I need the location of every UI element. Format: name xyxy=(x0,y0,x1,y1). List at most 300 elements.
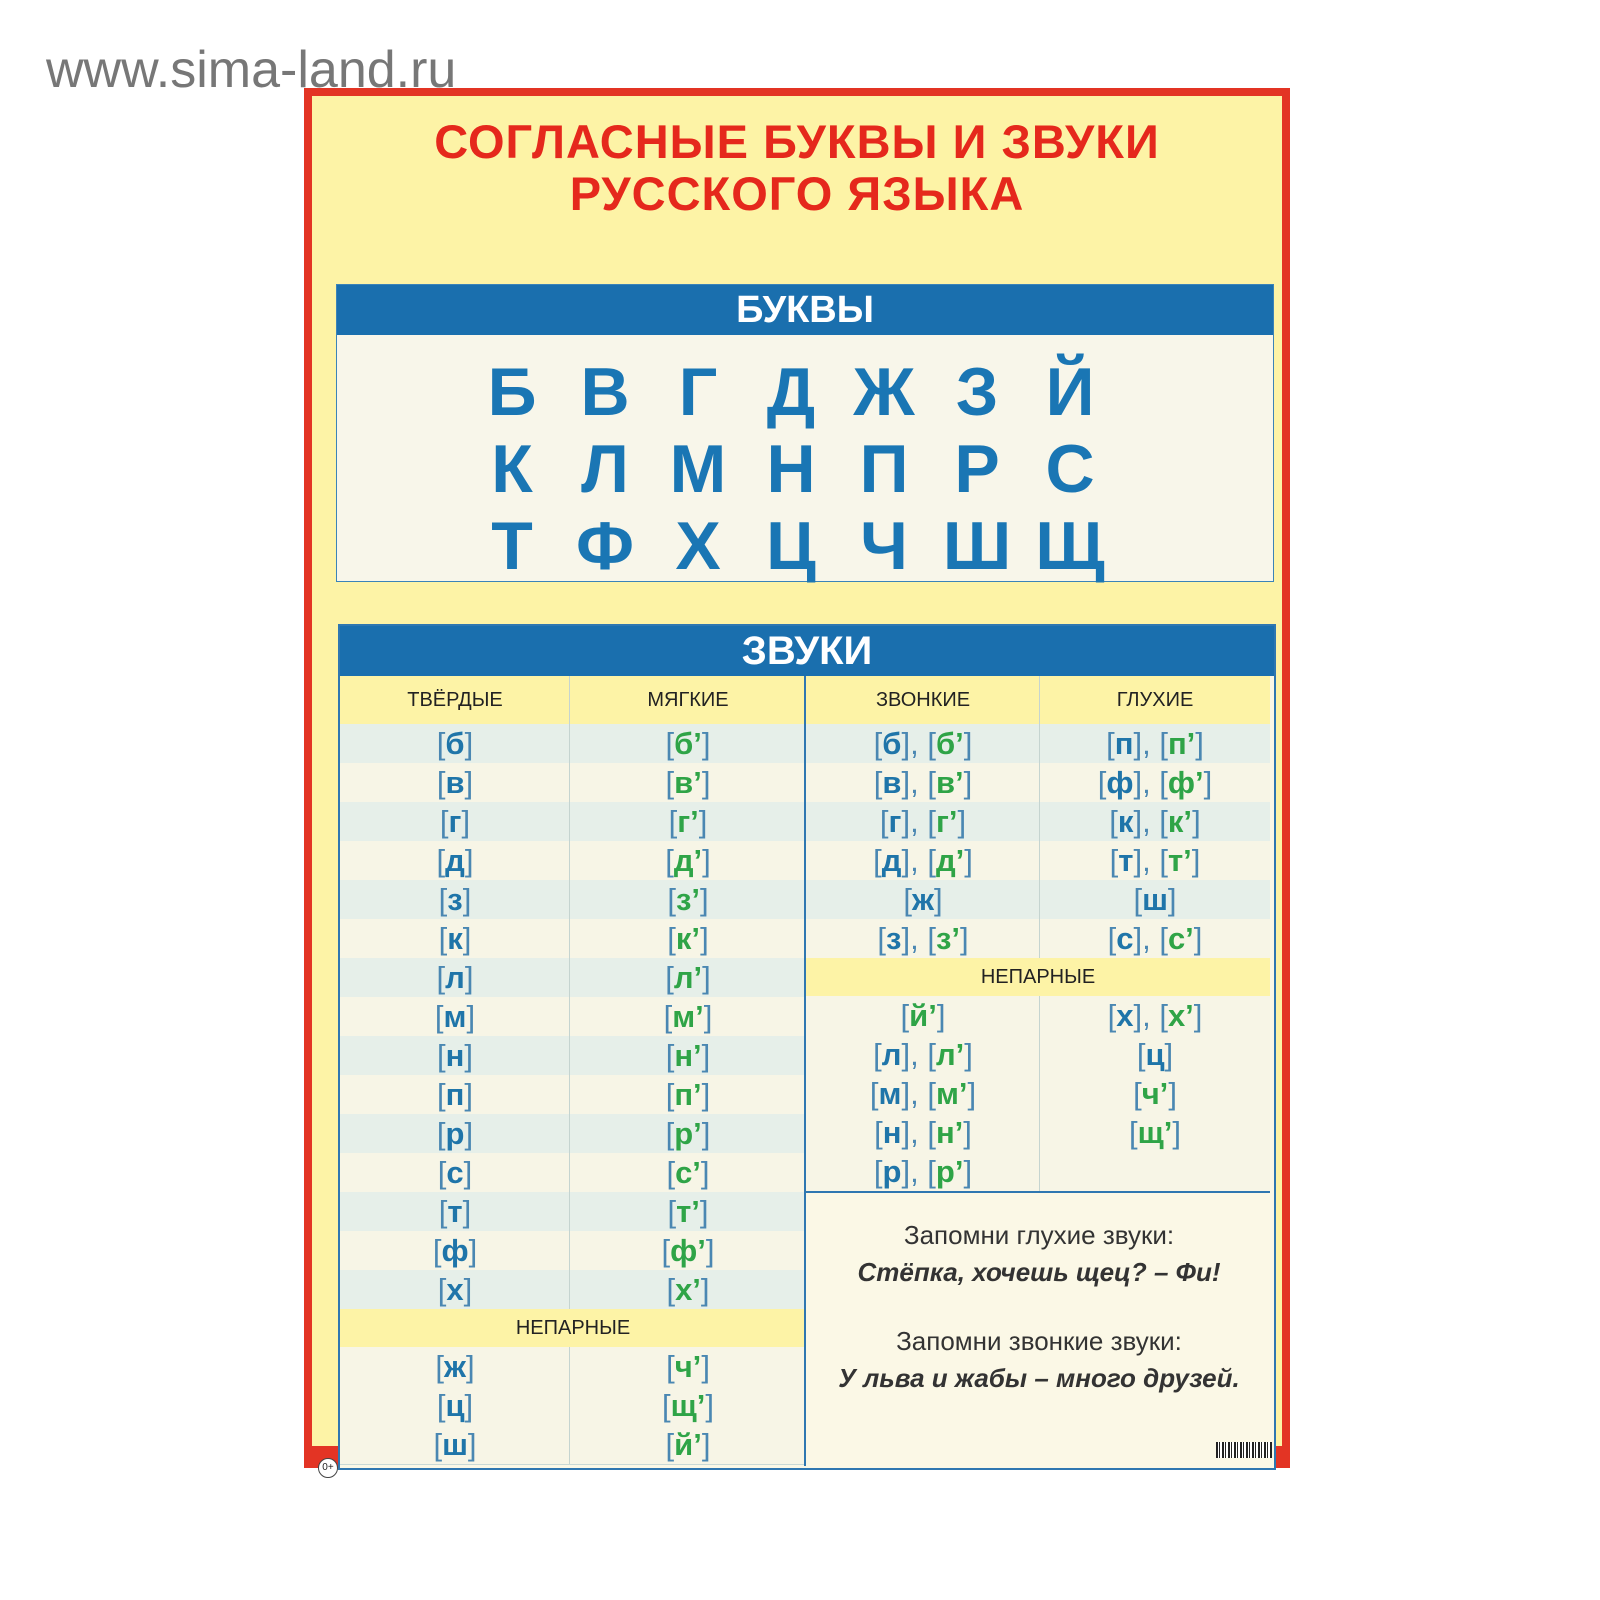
sound-token xyxy=(435,1349,474,1384)
sound-letter: р xyxy=(445,1116,465,1151)
comma: , xyxy=(1142,843,1160,878)
bracket-close: ] xyxy=(464,1116,474,1151)
sound-token xyxy=(437,1038,473,1073)
bracket-close: ] xyxy=(1167,882,1177,917)
sound-token xyxy=(927,1076,976,1111)
sound-token xyxy=(1159,804,1200,839)
unpaired-label-right: НЕПАРНЫЕ xyxy=(806,958,1270,996)
comma: , xyxy=(910,843,928,878)
voiced-sound-cell xyxy=(806,763,1040,803)
letter-cell: Ц xyxy=(766,508,816,584)
sound-token xyxy=(1109,804,1142,839)
bracket-open: [ xyxy=(436,960,446,995)
sound-letter: ф’ xyxy=(670,1233,706,1268)
bracket-open: [ xyxy=(1097,765,1107,800)
memo-line-3: Запомни звонкие звуки: xyxy=(896,1326,1182,1356)
sound-token xyxy=(874,1154,910,1189)
bracket-close: ] xyxy=(1193,921,1203,956)
sound-token xyxy=(1159,998,1202,1033)
sound-token xyxy=(667,921,708,956)
sound-token xyxy=(901,998,946,1033)
sounds-header: ЗВУКИ xyxy=(340,626,1274,676)
sound-token xyxy=(437,1116,473,1151)
bracket-open: [ xyxy=(1136,1037,1146,1072)
letter-cell: В xyxy=(580,354,630,430)
sound-token xyxy=(1137,1037,1173,1072)
sound-token xyxy=(927,1037,973,1072)
sound-token xyxy=(437,1077,473,1112)
bracket-close: ] xyxy=(1133,998,1143,1033)
sounds-table xyxy=(338,624,1276,1470)
soft-sound-cell xyxy=(570,1075,806,1115)
sound-letter: й’ xyxy=(674,1427,702,1462)
sound-letter: з’ xyxy=(675,882,701,917)
hard-sound-cell xyxy=(340,919,570,959)
sound-token xyxy=(435,999,475,1034)
bracket-open: [ xyxy=(927,765,936,800)
soft-sound-cell xyxy=(570,1231,806,1271)
bracket-open: [ xyxy=(927,843,936,878)
letter-cell: Ш xyxy=(942,508,1012,584)
watermark: www.sima-land.ru xyxy=(46,41,457,99)
voiced-sound-cell xyxy=(806,919,1040,959)
bracket-close: ] xyxy=(699,1194,709,1229)
sound-token xyxy=(927,1154,972,1189)
bracket-open: [ xyxy=(1159,765,1168,800)
bracket-close: ] xyxy=(702,960,711,995)
comma: , xyxy=(1142,804,1160,839)
sound-letter: з xyxy=(886,921,902,956)
soft-sound-cell xyxy=(570,724,806,764)
bracket-close: ] xyxy=(701,1038,711,1073)
sound-token xyxy=(664,999,713,1034)
soft-sound-cell xyxy=(570,841,806,881)
sound-letter: в’ xyxy=(935,765,964,800)
sound-token xyxy=(439,921,472,956)
bracket-close: ] xyxy=(700,1272,710,1307)
comma: , xyxy=(910,804,928,839)
sound-token xyxy=(433,1427,476,1462)
hard-sound-cell xyxy=(340,1153,570,1193)
sound-letter: ч’ xyxy=(1141,1076,1169,1111)
sound-token xyxy=(877,921,910,956)
unpaired-hard-cell xyxy=(340,1347,570,1387)
bracket-close: ] xyxy=(702,843,711,878)
bracket-close: ] xyxy=(464,960,474,995)
bracket-close: ] xyxy=(705,1233,715,1268)
sound-letter: л xyxy=(881,1037,902,1072)
sound-letter: щ’ xyxy=(670,1388,706,1423)
bracket-open: [ xyxy=(879,804,889,839)
unpaired-hard-cell xyxy=(340,1386,570,1426)
sound-letter: с xyxy=(446,1155,464,1190)
bracket-close: ] xyxy=(700,921,709,956)
unpaired-soft-cell xyxy=(570,1386,806,1426)
sound-token xyxy=(1159,765,1212,800)
unpaired-voiceless-cell xyxy=(1040,1113,1270,1153)
bracket-close: ] xyxy=(1195,726,1204,761)
sound-token xyxy=(439,1194,471,1229)
comma: , xyxy=(910,1154,928,1189)
memo-line-4: У льва и жабы – много друзей. xyxy=(838,1363,1240,1393)
bracket-close: ] xyxy=(464,1388,474,1423)
sound-token xyxy=(438,1155,473,1190)
title-line-1: СОГЛАСНЫЕ БУКВЫ И ЗВУКИ xyxy=(434,115,1160,168)
sound-token xyxy=(433,1233,477,1268)
bracket-close: ] xyxy=(463,1272,473,1307)
bracket-open: [ xyxy=(661,1233,671,1268)
sound-token xyxy=(1129,1115,1181,1150)
hard-sound-cell xyxy=(340,1114,570,1154)
voiceless-sound-cell xyxy=(1040,841,1270,881)
sound-token xyxy=(667,1194,708,1229)
unpaired-label-left: НЕПАРНЫЕ xyxy=(340,1309,806,1347)
sound-token xyxy=(880,804,910,839)
hard-sound-cell xyxy=(340,763,570,803)
sound-letter: к xyxy=(1117,804,1134,839)
barcode-icon xyxy=(1216,1442,1272,1458)
bracket-open: [ xyxy=(661,1388,671,1423)
bracket-close: ] xyxy=(468,1233,478,1268)
sound-letter: г xyxy=(448,804,462,839)
bracket-open: [ xyxy=(1159,921,1168,956)
column-header: ТВЁРДЫЕ xyxy=(340,676,570,724)
bracket-close: ] xyxy=(963,726,973,761)
bracket-open: [ xyxy=(903,882,912,917)
bracket-close: ] xyxy=(463,1155,473,1190)
sound-letter: м’ xyxy=(672,999,704,1034)
bracket-open: [ xyxy=(877,921,887,956)
table-divider xyxy=(569,676,570,1309)
memo-line-2: Стёпка, хочешь щец? – Фи! xyxy=(857,1257,1221,1287)
bracket-open: [ xyxy=(1133,1076,1142,1111)
bracket-open: [ xyxy=(1109,843,1119,878)
bracket-open: [ xyxy=(666,1155,676,1190)
memo-divider xyxy=(806,1191,1270,1193)
bracket-open: [ xyxy=(927,804,936,839)
sound-letter: щ’ xyxy=(1137,1115,1173,1150)
letter-cell: С xyxy=(1045,431,1095,507)
bracket-open: [ xyxy=(873,726,883,761)
letter-cell: Х xyxy=(675,508,721,584)
bracket-open: [ xyxy=(665,765,675,800)
unpaired-voiceless-cell xyxy=(1040,1074,1270,1114)
sound-letter: ч’ xyxy=(674,1349,702,1384)
bracket-open: [ xyxy=(869,1076,879,1111)
bracket-close: ] xyxy=(901,1115,911,1150)
sound-letter: с’ xyxy=(1167,921,1194,956)
letters-header: БУКВЫ xyxy=(337,285,1273,335)
bracket-open: [ xyxy=(874,1115,883,1150)
sound-token xyxy=(666,1116,711,1151)
table-divider xyxy=(804,676,806,1466)
sound-token xyxy=(927,726,972,761)
bracket-close: ] xyxy=(1193,998,1203,1033)
hard-sound-cell xyxy=(340,1192,570,1232)
bracket-open: [ xyxy=(437,1038,446,1073)
sound-token xyxy=(440,804,470,839)
sound-letter: б xyxy=(882,726,902,761)
sound-letter: л’ xyxy=(673,960,703,995)
bracket-close: ] xyxy=(963,765,973,800)
sound-token xyxy=(665,843,711,878)
sound-token xyxy=(927,843,973,878)
sound-token xyxy=(439,882,472,917)
sound-token xyxy=(438,1272,473,1307)
bracket-close: ] xyxy=(700,1155,710,1190)
sound-letter: з xyxy=(447,882,463,917)
bracket-open: [ xyxy=(927,921,936,956)
sound-token xyxy=(666,765,711,800)
bracket-close: ] xyxy=(963,1115,972,1150)
voiceless-sound-cell xyxy=(1040,802,1270,842)
sound-token xyxy=(1108,998,1143,1033)
bracket-close: ] xyxy=(901,1154,911,1189)
sound-token xyxy=(662,1233,715,1268)
bracket-open: [ xyxy=(437,1272,447,1307)
sound-letter: п’ xyxy=(674,1077,702,1112)
comma: , xyxy=(910,765,928,800)
bracket-open: [ xyxy=(434,999,444,1034)
sound-token xyxy=(1159,843,1200,878)
sound-token xyxy=(665,960,711,995)
sound-letter: в’ xyxy=(674,765,702,800)
sound-token xyxy=(437,960,474,995)
sound-token xyxy=(874,1115,910,1150)
sound-token xyxy=(666,1038,711,1073)
bracket-open: [ xyxy=(665,726,675,761)
sound-token xyxy=(667,882,708,917)
soft-sound-cell xyxy=(570,763,806,803)
letter-cell: Б xyxy=(487,354,537,430)
bracket-open: [ xyxy=(666,1272,676,1307)
sound-letter: м xyxy=(878,1076,902,1111)
unpaired-voiced-cell xyxy=(806,1152,1040,1192)
voiceless-sound-cell xyxy=(1040,880,1270,920)
age-rating-badge: 0+ xyxy=(318,1458,338,1478)
letter-cell: Н xyxy=(766,431,816,507)
bracket-close: ] xyxy=(701,726,711,761)
soft-sound-cell xyxy=(570,958,806,998)
letter-cell: Р xyxy=(954,431,1000,507)
sound-token xyxy=(873,1037,910,1072)
sound-letter: б’ xyxy=(935,726,964,761)
sound-letter: х’ xyxy=(1167,998,1194,1033)
bracket-close: ] xyxy=(1164,1037,1174,1072)
bracket-close: ] xyxy=(1133,804,1143,839)
bracket-close: ] xyxy=(901,804,911,839)
bracket-open: [ xyxy=(663,999,673,1034)
sound-letter: п’ xyxy=(1167,726,1196,761)
sound-letter: ф’ xyxy=(1167,765,1204,800)
bracket-open: [ xyxy=(438,921,448,956)
sound-token xyxy=(662,1388,714,1423)
bracket-open: [ xyxy=(435,1349,444,1384)
memo-box xyxy=(808,1194,1270,1464)
sound-letter: р xyxy=(882,1154,902,1189)
sound-letter: б xyxy=(445,726,465,761)
unpaired-voiceless-cell xyxy=(1040,1035,1270,1075)
bracket-open: [ xyxy=(1107,921,1117,956)
bracket-close: ] xyxy=(464,1077,473,1112)
soft-sound-cell xyxy=(570,1114,806,1154)
sound-letter: ш xyxy=(1142,882,1168,917)
bracket-close: ] xyxy=(1168,1076,1177,1111)
bracket-close: ] xyxy=(964,1037,973,1072)
sound-letter: р’ xyxy=(935,1154,964,1189)
bracket-open: [ xyxy=(665,1038,675,1073)
bracket-close: ] xyxy=(465,1349,475,1384)
bracket-open: [ xyxy=(927,726,936,761)
hard-sound-cell xyxy=(340,724,570,764)
hard-sound-cell xyxy=(340,1270,570,1310)
bracket-open: [ xyxy=(900,998,910,1033)
bracket-open: [ xyxy=(927,1154,936,1189)
bracket-open: [ xyxy=(438,1194,448,1229)
sound-letter: х xyxy=(446,1272,464,1307)
bracket-open: [ xyxy=(666,1349,675,1384)
bracket-open: [ xyxy=(436,843,446,878)
voiceless-sound-cell xyxy=(1040,763,1270,803)
comma: , xyxy=(910,1076,928,1111)
sound-token xyxy=(1133,882,1176,917)
sound-token xyxy=(1106,726,1142,761)
bracket-close: ] xyxy=(901,1076,911,1111)
sound-token xyxy=(903,882,942,917)
voiced-sound-cell xyxy=(806,841,1040,881)
bracket-close: ] xyxy=(967,1076,977,1111)
sound-letter: н xyxy=(445,1038,465,1073)
letter-cell: К xyxy=(491,431,533,507)
soft-sound-cell xyxy=(570,880,806,920)
voiced-sound-cell xyxy=(806,802,1040,842)
unpaired-voiced-cell xyxy=(806,1035,1040,1075)
bracket-close: ] xyxy=(461,804,471,839)
sound-letter: ц xyxy=(1145,1037,1165,1072)
letter-cell: Ф xyxy=(575,508,635,584)
sound-token xyxy=(437,765,473,800)
bracket-open: [ xyxy=(927,1115,936,1150)
letter-cell: Л xyxy=(581,431,629,507)
sound-letter: т xyxy=(1118,843,1134,878)
voiceless-sound-cell xyxy=(1040,919,1270,959)
sound-letter: к’ xyxy=(1167,804,1193,839)
sound-token xyxy=(927,1115,972,1150)
bracket-close: ] xyxy=(901,1037,911,1072)
bracket-open: [ xyxy=(665,1427,675,1462)
letter-cell: Ч xyxy=(860,508,908,584)
sound-letter: п xyxy=(445,1077,465,1112)
sound-letter: т’ xyxy=(1167,843,1192,878)
sound-token xyxy=(874,726,910,761)
bracket-close: ] xyxy=(963,1154,973,1189)
soft-sound-cell xyxy=(570,919,806,959)
bracket-close: ] xyxy=(901,921,911,956)
bracket-close: ] xyxy=(1172,1115,1182,1150)
letter-cell: Ж xyxy=(853,354,915,430)
sound-token xyxy=(665,726,710,761)
letters-panel xyxy=(336,284,1274,582)
voiced-sound-cell xyxy=(806,880,1040,920)
bracket-close: ] xyxy=(1133,726,1143,761)
bracket-close: ] xyxy=(698,804,708,839)
bracket-close: ] xyxy=(701,1116,711,1151)
comma: , xyxy=(910,921,928,956)
sound-letter: с xyxy=(1116,921,1134,956)
hard-sound-cell xyxy=(340,1036,570,1076)
sound-token xyxy=(1110,843,1142,878)
hard-sound-cell xyxy=(340,958,570,998)
bracket-close: ] xyxy=(701,1349,710,1384)
bracket-open: [ xyxy=(439,804,449,839)
hard-sound-cell xyxy=(340,802,570,842)
bracket-open: [ xyxy=(1159,726,1168,761)
bracket-close: ] xyxy=(705,1388,715,1423)
sound-letter: н’ xyxy=(935,1115,964,1150)
letter-cell: Т xyxy=(491,508,533,584)
sound-letter: д xyxy=(445,843,465,878)
letter-cell: Й xyxy=(1045,354,1095,430)
sound-token xyxy=(669,804,708,839)
sound-letter: т xyxy=(447,1194,463,1229)
sound-letter: й’ xyxy=(909,998,937,1033)
sound-letter: б’ xyxy=(674,726,702,761)
bracket-close: ] xyxy=(901,843,911,878)
bracket-close: ] xyxy=(466,999,476,1034)
sound-token xyxy=(666,1155,709,1190)
unpaired-soft-cell xyxy=(570,1347,806,1387)
bracket-close: ] xyxy=(933,882,943,917)
bracket-open: [ xyxy=(665,1077,675,1112)
sound-token xyxy=(1098,765,1142,800)
bracket-open: [ xyxy=(873,1037,882,1072)
bracket-open: [ xyxy=(667,1194,677,1229)
bracket-close: ] xyxy=(703,999,713,1034)
bracket-close: ] xyxy=(1133,765,1143,800)
column-header: МЯГКИЕ xyxy=(570,676,806,724)
bracket-open: [ xyxy=(1159,998,1168,1033)
sound-letter: с’ xyxy=(675,1155,701,1190)
bracket-open: [ xyxy=(1106,726,1115,761)
bracket-open: [ xyxy=(1159,804,1168,839)
sound-token xyxy=(1159,921,1202,956)
comma: , xyxy=(1142,765,1160,800)
bracket-close: ] xyxy=(464,726,474,761)
poster xyxy=(304,88,1290,1473)
soft-sound-cell xyxy=(570,1036,806,1076)
column-header: ГЛУХИЕ xyxy=(1040,676,1270,724)
bracket-close: ] xyxy=(1191,843,1201,878)
bracket-open: [ xyxy=(432,1233,442,1268)
bracket-open: [ xyxy=(667,921,676,956)
unpaired-voiceless-cell xyxy=(1040,1152,1270,1192)
bracket-close: ] xyxy=(701,1077,711,1112)
sound-letter: г’ xyxy=(935,804,958,839)
comma: , xyxy=(1142,726,1160,761)
title-line-2: РУССКОГО ЯЗЫКА xyxy=(569,167,1025,220)
bracket-close: ] xyxy=(464,1038,473,1073)
bracket-close: ] xyxy=(1133,843,1143,878)
bracket-close: ] xyxy=(957,804,967,839)
bracket-open: [ xyxy=(437,1155,447,1190)
poster-title xyxy=(312,116,1282,220)
sound-letter: д xyxy=(881,843,902,878)
sound-token xyxy=(437,1388,473,1423)
sound-token xyxy=(437,726,473,761)
sound-letter: в xyxy=(882,765,902,800)
comma: , xyxy=(910,726,928,761)
bracket-open: [ xyxy=(873,1154,883,1189)
